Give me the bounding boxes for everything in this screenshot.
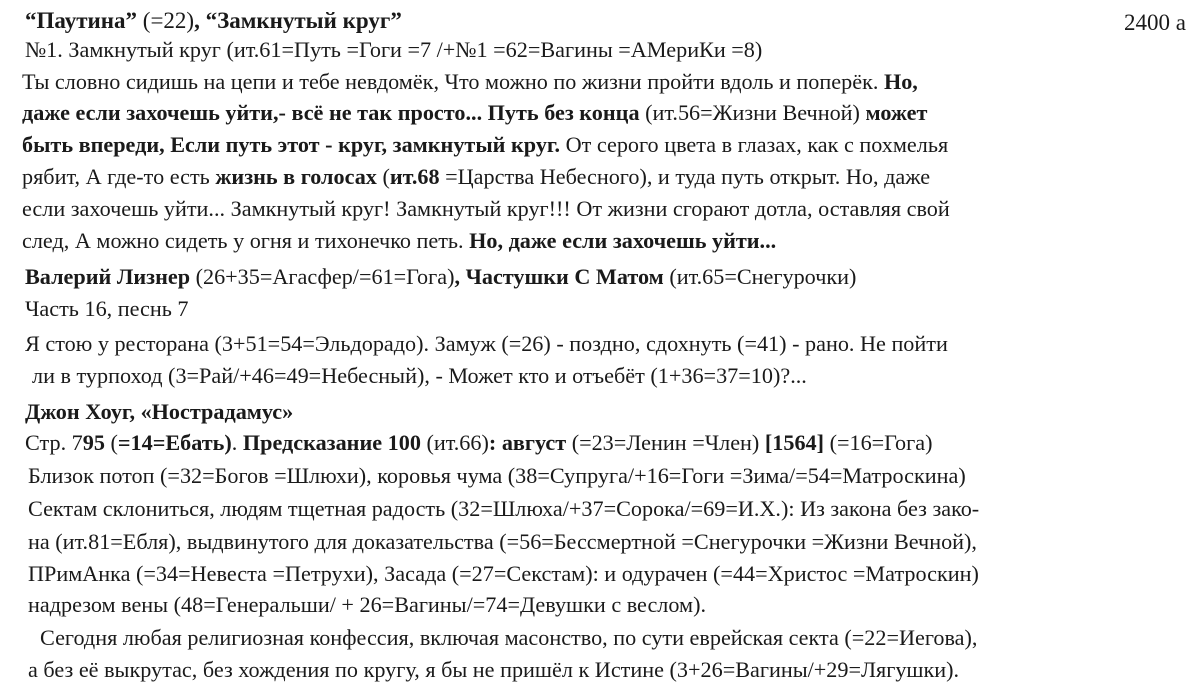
text-segment: Близок потоп (=32=Богов =Шлюхи), коровья чума (38=Супруга/+16=Гоги =Зима/=54=Матроскина): [28, 463, 966, 488]
text-line: [22, 130, 948, 160]
text-segment: (=16=Гога): [824, 430, 933, 455]
bold-text-segment: ит.68: [389, 164, 440, 189]
text-segment: (26+35=Агасфер/=61=Гога): [190, 264, 455, 289]
text-line: [22, 194, 950, 224]
text-segment: (: [104, 430, 118, 455]
text-segment: а без её выкрутас, без хождения по кругу, я бы не пришёл к Истине (3+26=Вагины/+29=Лягушки).: [28, 657, 960, 682]
text-segment: Сегодня любая религиозная конфессия, включая масонство, по сути еврейская секта (=22=Иегова),: [40, 625, 978, 650]
text-line: [32, 361, 807, 391]
text-line: [22, 226, 776, 256]
text-segment: (ит.65=Снегурочки): [663, 264, 857, 289]
text-line: [22, 67, 918, 97]
text-segment: ПРимАнка (=34=Невеста =Петрухи), Засада (=27=Секстам): и одурачен (=44=Христос =Матроскин): [28, 561, 979, 586]
title-segment: , “Замкнутый круг”: [194, 8, 402, 33]
text-segment: .: [231, 430, 243, 455]
text-line: [28, 461, 966, 491]
bold-text-segment: быть впереди, Если путь этот - круг, замкнутый круг.: [22, 132, 561, 157]
text-line: [28, 559, 979, 589]
text-line: [22, 98, 927, 128]
bold-text-segment: Но, даже если захочешь уйти...: [469, 228, 777, 253]
text-line: [25, 262, 856, 292]
text-segment: (: [376, 164, 390, 189]
text-line: [25, 329, 948, 359]
text-segment: Часть 16, песнь 7: [25, 296, 189, 321]
text-line: [28, 494, 979, 524]
bold-text-segment: =14=Ебать): [117, 430, 232, 455]
text-line: [25, 294, 189, 324]
text-segment: (ит.56=Жизни Вечной): [639, 100, 866, 125]
text-segment: (ит.66): [420, 430, 489, 455]
text-segment: (=23=Ленин =Член): [566, 430, 765, 455]
bold-text-segment: : август: [488, 430, 567, 455]
text-segment: №1. Замкнутый круг (ит.61=Путь =Гоги =7 /+№1 =62=Вагины =АМериКи =8): [25, 37, 763, 62]
bold-text-segment: жизнь в голосах: [215, 164, 377, 189]
text-segment: рябит, А где-то есть: [22, 164, 216, 189]
text-line: [25, 428, 933, 458]
bold-text-segment: Но,: [883, 69, 918, 94]
bold-text-segment: Валерий Лизнер: [25, 264, 191, 289]
text-segment: надрезом вены (48=Генеральши/ + 26=Вагины/=74=Девушки с веслом).: [28, 592, 707, 617]
text-segment: От серого цвета в глазах, как с похмелья: [560, 132, 949, 157]
text-line: [25, 35, 762, 65]
text-segment: =Царства Небесного), и туда путь открыт. Но, даже: [439, 164, 931, 189]
title-segment: (=22): [137, 8, 195, 33]
text-segment: Ты словно сидишь на цепи и тебе невдомёк, Что можно по жизни пройти вдоль и поперёк.: [22, 69, 884, 94]
text-line: [22, 162, 930, 192]
text-segment: Сектам склониться, людям тщетная радость (32=Шлюха/+37=Сорока/=69=И.Х.): Из закона без зако-: [28, 496, 980, 521]
text-line: [28, 590, 706, 620]
document-title: [25, 6, 402, 36]
bold-text-segment: Предсказание 100: [242, 430, 421, 455]
text-segment: Я стою у ресторана (3+51=54=Эльдорадо). Замуж (=26) - поздно, сдохнуть (=41) - рано. Не пойти: [25, 331, 948, 356]
title-segment: “Паутина”: [25, 8, 138, 33]
text-line: [28, 655, 959, 685]
text-segment: ли в турпоход (3=Рай/+46=49=Небесный), - Может кто и отъебёт (1+36=37=10)?...: [32, 363, 807, 388]
bold-text-segment: , Частушки С Матом: [454, 264, 664, 289]
text-segment: Стр. 7: [25, 430, 83, 455]
text-line: [40, 623, 977, 653]
text-segment: если захочешь уйти... Замкнутый круг! Замкнутый круг!!! От жизни сгорают дотла, оставляя свой: [22, 196, 950, 221]
text-segment: след, А можно сидеть у огня и тихонечко петь.: [22, 228, 470, 253]
bold-text-segment: Джон Хоуг, «Нострадамус»: [25, 399, 294, 424]
page-number: 2400 а: [1124, 10, 1186, 35]
bold-text-segment: может: [865, 100, 928, 125]
text-segment: на (ит.81=Ебля), выдвинутого для доказательства (=56=Бессмертной =Снегурочки =Жизни Вечной),: [28, 529, 977, 554]
bold-text-segment: [1564]: [764, 430, 825, 455]
text-line: [28, 527, 977, 557]
bold-text-segment: даже если захочешь уйти,- всё не так просто... Путь без конца: [22, 100, 640, 125]
text-line: [25, 397, 293, 427]
bold-text-segment: 95: [82, 430, 105, 455]
